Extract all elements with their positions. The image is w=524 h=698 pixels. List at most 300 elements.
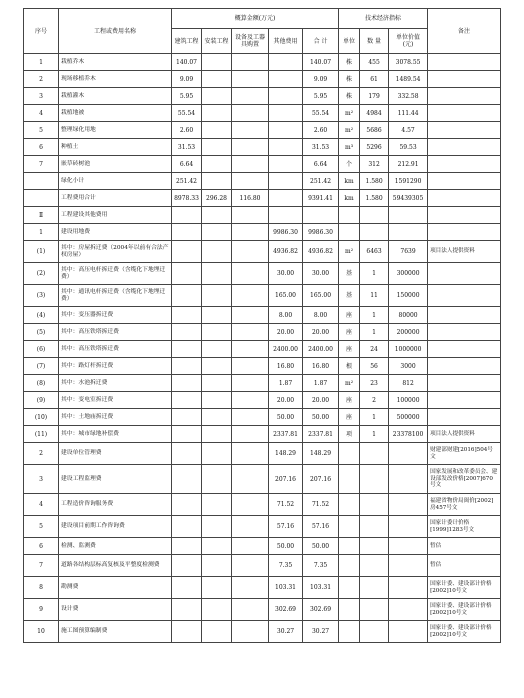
cell-qty [360, 555, 389, 577]
table-row [24, 207, 501, 224]
cell-unit: 项 [339, 426, 360, 443]
cell-total: 50.00 [303, 409, 339, 426]
cell-name: 检测、监测费 [59, 538, 172, 555]
cell-name: 施工图预算编制费 [59, 621, 172, 643]
cell-equip [232, 494, 269, 516]
cell-name: 勘测费 [59, 577, 172, 599]
cell-qty: 4984 [360, 105, 389, 122]
cell-seq [24, 173, 59, 190]
cell-price: 80000 [389, 307, 428, 324]
cell-equip [232, 71, 269, 88]
cell-other [269, 105, 303, 122]
cell-total: 7.35 [303, 555, 339, 577]
cell-name: 其中：变电室拆迁费 [59, 392, 172, 409]
cell-name: 种植土 [59, 139, 172, 156]
header-install: 安装工程 [202, 29, 232, 54]
cell-other: 20.00 [269, 392, 303, 409]
cell-total: 30.00 [303, 263, 339, 285]
cell-price: 1000000 [389, 341, 428, 358]
cell-build [172, 621, 202, 643]
cell-unit [339, 516, 360, 538]
cell-other: 2400.00 [269, 341, 303, 358]
cell-name: 绿化小计 [59, 173, 172, 190]
header-qty: 数 量 [360, 29, 389, 54]
cell-install [202, 599, 232, 621]
cell-other: 165.00 [269, 285, 303, 307]
cell-install [202, 538, 232, 555]
table-row [24, 621, 501, 643]
cell-total: 55.54 [303, 105, 339, 122]
cell-name: 其中：高压铁塔拆迁费 [59, 324, 172, 341]
cell-unit: km [339, 190, 360, 207]
cell-install: 296.28 [202, 190, 232, 207]
cell-qty: 1.580 [360, 173, 389, 190]
cell-build: 31.53 [172, 139, 202, 156]
cell-equip [232, 324, 269, 341]
cell-build: 251.42 [172, 173, 202, 190]
cell-build [172, 341, 202, 358]
cell-equip [232, 599, 269, 621]
header-tech-group: 技术经济指标 [339, 9, 428, 29]
cell-price [389, 207, 428, 224]
cell-unit: m² [339, 105, 360, 122]
cell-equip [232, 443, 269, 465]
cell-qty: 5296 [360, 139, 389, 156]
cell-build [172, 358, 202, 375]
cell-build [172, 224, 202, 241]
cell-install [202, 494, 232, 516]
header-equip: 设备及工器具购置 [232, 29, 269, 54]
cell-seq: (4) [24, 307, 59, 324]
cell-seq: Ⅱ [24, 207, 59, 224]
cell-qty: 24 [360, 341, 389, 358]
cell-seq: 3 [24, 465, 59, 494]
cell-seq: 7 [24, 156, 59, 173]
cell-unit [339, 599, 360, 621]
cell-qty: 23 [360, 375, 389, 392]
cell-equip [232, 285, 269, 307]
cell-build [172, 538, 202, 555]
cell-name: 道路各结构层标高复核及平整度检测费 [59, 555, 172, 577]
cell-equip [232, 358, 269, 375]
cell-unit [339, 494, 360, 516]
cell-equip [232, 207, 269, 224]
table-row [24, 494, 501, 516]
cell-price [389, 621, 428, 643]
cell-unit [339, 465, 360, 494]
cell-qty: 2 [360, 392, 389, 409]
cell-other [269, 122, 303, 139]
cell-unit [339, 443, 360, 465]
cell-build: 2.60 [172, 122, 202, 139]
cell-unit: 个 [339, 156, 360, 173]
cell-price: 300000 [389, 263, 428, 285]
table-row [24, 307, 501, 324]
cell-unit: 株 [339, 88, 360, 105]
cell-total: 20.00 [303, 392, 339, 409]
cell-build [172, 465, 202, 494]
cell-other: 20.00 [269, 324, 303, 341]
cell-total: 9986.30 [303, 224, 339, 241]
header-unit-price: 单位价值(元) [389, 29, 428, 54]
cell-seq: 6 [24, 139, 59, 156]
header-unit: 单位 [339, 29, 360, 54]
cell-build [172, 375, 202, 392]
cell-name: 栽植乔木 [59, 54, 172, 71]
cell-name: 建设项目前期工作咨询费 [59, 516, 172, 538]
cell-other [269, 54, 303, 71]
cell-unit: m² [339, 375, 360, 392]
cell-seq: 9 [24, 599, 59, 621]
cell-install [202, 621, 232, 643]
cell-install [202, 409, 232, 426]
cell-seq: (3) [24, 285, 59, 307]
header-name: 工程或费用名称 [59, 9, 172, 54]
cell-qty [360, 465, 389, 494]
cell-other: 148.29 [269, 443, 303, 465]
cell-remark [428, 358, 501, 375]
cell-other: 7.35 [269, 555, 303, 577]
cell-price: 4.57 [389, 122, 428, 139]
cell-other: 302.69 [269, 599, 303, 621]
cell-other: 4936.82 [269, 241, 303, 263]
cell-qty: 1 [360, 324, 389, 341]
table-row [24, 443, 501, 465]
table-row [24, 173, 501, 190]
cell-equip [232, 577, 269, 599]
cell-qty: 11 [360, 285, 389, 307]
cell-seq: (10) [24, 409, 59, 426]
table-row [24, 122, 501, 139]
cell-unit: km [339, 173, 360, 190]
cell-seq: (5) [24, 324, 59, 341]
cell-unit: 座 [339, 324, 360, 341]
cell-total: 57.16 [303, 516, 339, 538]
cell-install [202, 324, 232, 341]
cell-equip [232, 307, 269, 324]
cell-build: 55.54 [172, 105, 202, 122]
cell-name: 其中：高压电杆拆迁费（含缆化下地埋迁费） [59, 263, 172, 285]
cell-build: 9.09 [172, 71, 202, 88]
cell-install [202, 71, 232, 88]
cell-install [202, 105, 232, 122]
cell-total: 140.07 [303, 54, 339, 71]
cell-remark: 国家计委、建设部计价格[2002]10号文 [428, 621, 501, 643]
cell-install [202, 577, 232, 599]
cell-install [202, 54, 232, 71]
header-remark: 备注 [428, 9, 501, 54]
cell-equip [232, 375, 269, 392]
cell-other [269, 88, 303, 105]
cell-seq: (7) [24, 358, 59, 375]
cell-price: 59439305 [389, 190, 428, 207]
cell-name: 栽植地被 [59, 105, 172, 122]
cell-total: 148.29 [303, 443, 339, 465]
cell-price: 150000 [389, 285, 428, 307]
cell-price: 23378100 [389, 426, 428, 443]
cell-price: 100000 [389, 392, 428, 409]
cell-price: 500000 [389, 409, 428, 426]
table-row [24, 409, 501, 426]
cell-name: 其中：路灯杆拆迁费 [59, 358, 172, 375]
cell-remark: 福建省物价局闽价[2002]房457号文 [428, 494, 501, 516]
table-row [24, 465, 501, 494]
cell-unit: 座 [339, 392, 360, 409]
cell-install [202, 443, 232, 465]
cell-seq: (6) [24, 341, 59, 358]
cell-other: 16.80 [269, 358, 303, 375]
cell-unit [339, 577, 360, 599]
cell-other: 71.52 [269, 494, 303, 516]
cell-total: 1.87 [303, 375, 339, 392]
cell-other [269, 71, 303, 88]
cell-install [202, 207, 232, 224]
estimate-table [23, 8, 501, 643]
cell-remark: 国家计委、建设部计价格[2002]10号文 [428, 577, 501, 599]
cell-name: 其中：房屋拆迁费（2004年以前有合法产权房屋） [59, 241, 172, 263]
cell-price: 332.58 [389, 88, 428, 105]
cell-name: 建设单位管理费 [59, 443, 172, 465]
cell-remark [428, 156, 501, 173]
cell-other: 30.27 [269, 621, 303, 643]
cell-build [172, 263, 202, 285]
cell-unit: m³ [339, 139, 360, 156]
cell-total: 251.42 [303, 173, 339, 190]
cell-install [202, 263, 232, 285]
cell-remark [428, 71, 501, 88]
cell-price [389, 443, 428, 465]
cell-price: 812 [389, 375, 428, 392]
cell-seq: (1) [24, 241, 59, 263]
cell-total: 31.53 [303, 139, 339, 156]
cell-total [303, 207, 339, 224]
cell-install [202, 341, 232, 358]
cell-seq: 6 [24, 538, 59, 555]
cell-name: 其中：水池拆迁费 [59, 375, 172, 392]
cell-total: 2337.81 [303, 426, 339, 443]
cell-remark: 国家计委、建设部计价格[2002]10号文 [428, 599, 501, 621]
cell-build [172, 599, 202, 621]
cell-install [202, 285, 232, 307]
cell-total: 50.00 [303, 538, 339, 555]
table-row [24, 190, 501, 207]
cell-equip [232, 538, 269, 555]
cell-equip [232, 392, 269, 409]
cell-build [172, 494, 202, 516]
cell-seq: 5 [24, 122, 59, 139]
cell-total: 30.27 [303, 621, 339, 643]
cell-name: 工程造价咨询服务费 [59, 494, 172, 516]
cell-total: 8.00 [303, 307, 339, 324]
cell-name: 整理绿化用地 [59, 122, 172, 139]
cell-qty: 1 [360, 263, 389, 285]
table-row [24, 285, 501, 307]
cell-build [172, 577, 202, 599]
cell-total: 6.64 [303, 156, 339, 173]
cell-qty: 56 [360, 358, 389, 375]
cell-install [202, 88, 232, 105]
table-row [24, 156, 501, 173]
table-row [24, 54, 501, 71]
cell-equip [232, 122, 269, 139]
cell-total: 20.00 [303, 324, 339, 341]
cell-qty [360, 494, 389, 516]
cell-unit [339, 207, 360, 224]
cell-qty [360, 224, 389, 241]
cell-price: 7639 [389, 241, 428, 263]
cell-other: 9986.30 [269, 224, 303, 241]
table-row [24, 139, 501, 156]
cell-install [202, 555, 232, 577]
cell-remark: 项目法人提供资料 [428, 241, 501, 263]
cell-price: 1591290 [389, 173, 428, 190]
cell-unit: 座 [339, 341, 360, 358]
cell-unit: 根 [339, 358, 360, 375]
cell-seq: 4 [24, 494, 59, 516]
cell-install [202, 516, 232, 538]
cell-build [172, 307, 202, 324]
cell-remark [428, 190, 501, 207]
cell-total: 5.95 [303, 88, 339, 105]
table-row [24, 375, 501, 392]
cell-total: 9391.41 [303, 190, 339, 207]
cell-name: 其中：土地庙拆迁费 [59, 409, 172, 426]
cell-other: 50.00 [269, 409, 303, 426]
cell-unit: 基 [339, 263, 360, 285]
header-build: 建筑工程 [172, 29, 202, 54]
cell-price: 3078.55 [389, 54, 428, 71]
cell-other: 207.16 [269, 465, 303, 494]
cell-qty: 312 [360, 156, 389, 173]
cell-seq: 3 [24, 88, 59, 105]
cell-remark: 财建部财建[2016]504号文 [428, 443, 501, 465]
cell-remark [428, 392, 501, 409]
cell-unit [339, 555, 360, 577]
cell-unit [339, 621, 360, 643]
table-row [24, 555, 501, 577]
cell-qty: 179 [360, 88, 389, 105]
cell-build: 6.64 [172, 156, 202, 173]
cell-name: 其中：通讯电杆拆迁费（含缆化下地埋迁费） [59, 285, 172, 307]
cell-build [172, 207, 202, 224]
cell-other [269, 173, 303, 190]
cell-qty: 1 [360, 409, 389, 426]
cell-seq: (2) [24, 263, 59, 285]
cell-seq: (8) [24, 375, 59, 392]
cell-remark [428, 307, 501, 324]
cell-price [389, 599, 428, 621]
cell-seq: 2 [24, 71, 59, 88]
table-row [24, 392, 501, 409]
cell-equip [232, 263, 269, 285]
cell-seq: 8 [24, 577, 59, 599]
cell-qty [360, 443, 389, 465]
cell-total: 71.52 [303, 494, 339, 516]
cell-equip [232, 241, 269, 263]
cell-unit: 座 [339, 409, 360, 426]
cell-name: 其中：城市绿地补偿费 [59, 426, 172, 443]
cell-install [202, 375, 232, 392]
cell-equip [232, 156, 269, 173]
table-row [24, 105, 501, 122]
cell-other [269, 156, 303, 173]
cell-build [172, 516, 202, 538]
cell-remark: 国家发展和改革委员会、建设部发改价格[2007]670号文 [428, 465, 501, 494]
cell-remark [428, 122, 501, 139]
cell-price: 59.53 [389, 139, 428, 156]
cell-equip [232, 224, 269, 241]
cell-total: 103.31 [303, 577, 339, 599]
cell-remark [428, 285, 501, 307]
cell-price: 3000 [389, 358, 428, 375]
cell-price [389, 538, 428, 555]
cell-build [172, 241, 202, 263]
table-row [24, 241, 501, 263]
cell-qty: 5686 [360, 122, 389, 139]
cell-seq: (11) [24, 426, 59, 443]
cell-seq: (9) [24, 392, 59, 409]
cell-qty [360, 207, 389, 224]
cell-equip [232, 426, 269, 443]
cell-other [269, 190, 303, 207]
cell-qty: 1 [360, 426, 389, 443]
cell-remark [428, 324, 501, 341]
cell-unit [339, 224, 360, 241]
cell-total: 9.09 [303, 71, 339, 88]
cell-price: 212.91 [389, 156, 428, 173]
cell-total: 16.80 [303, 358, 339, 375]
cell-equip [232, 621, 269, 643]
cell-equip [232, 173, 269, 190]
cell-build: 140.07 [172, 54, 202, 71]
cell-install [202, 358, 232, 375]
cell-build: 8978.33 [172, 190, 202, 207]
cell-install [202, 156, 232, 173]
table-row [24, 516, 501, 538]
cell-qty [360, 621, 389, 643]
cell-seq: 4 [24, 105, 59, 122]
cell-install [202, 307, 232, 324]
cell-seq: 1 [24, 54, 59, 71]
cell-remark [428, 263, 501, 285]
cell-qty [360, 599, 389, 621]
cell-remark [428, 54, 501, 71]
cell-equip [232, 88, 269, 105]
table-row [24, 224, 501, 241]
cell-install [202, 122, 232, 139]
cell-qty: 455 [360, 54, 389, 71]
cell-equip [232, 105, 269, 122]
cell-equip [232, 516, 269, 538]
cell-price: 1489.54 [389, 71, 428, 88]
cell-install [202, 392, 232, 409]
cell-remark [428, 105, 501, 122]
cell-remark [428, 207, 501, 224]
cell-qty: 6463 [360, 241, 389, 263]
cell-price: 200000 [389, 324, 428, 341]
cell-remark: 国家计委计价格[1999]1283号文 [428, 516, 501, 538]
cell-other: 57.16 [269, 516, 303, 538]
table-row [24, 599, 501, 621]
cell-build: 5.95 [172, 88, 202, 105]
cell-other: 1.87 [269, 375, 303, 392]
cell-name: 工程建设其他费用 [59, 207, 172, 224]
header-seq: 序号 [24, 9, 59, 54]
cell-build [172, 392, 202, 409]
table-row [24, 324, 501, 341]
cell-name: 工程费用合计 [59, 190, 172, 207]
cell-install [202, 224, 232, 241]
